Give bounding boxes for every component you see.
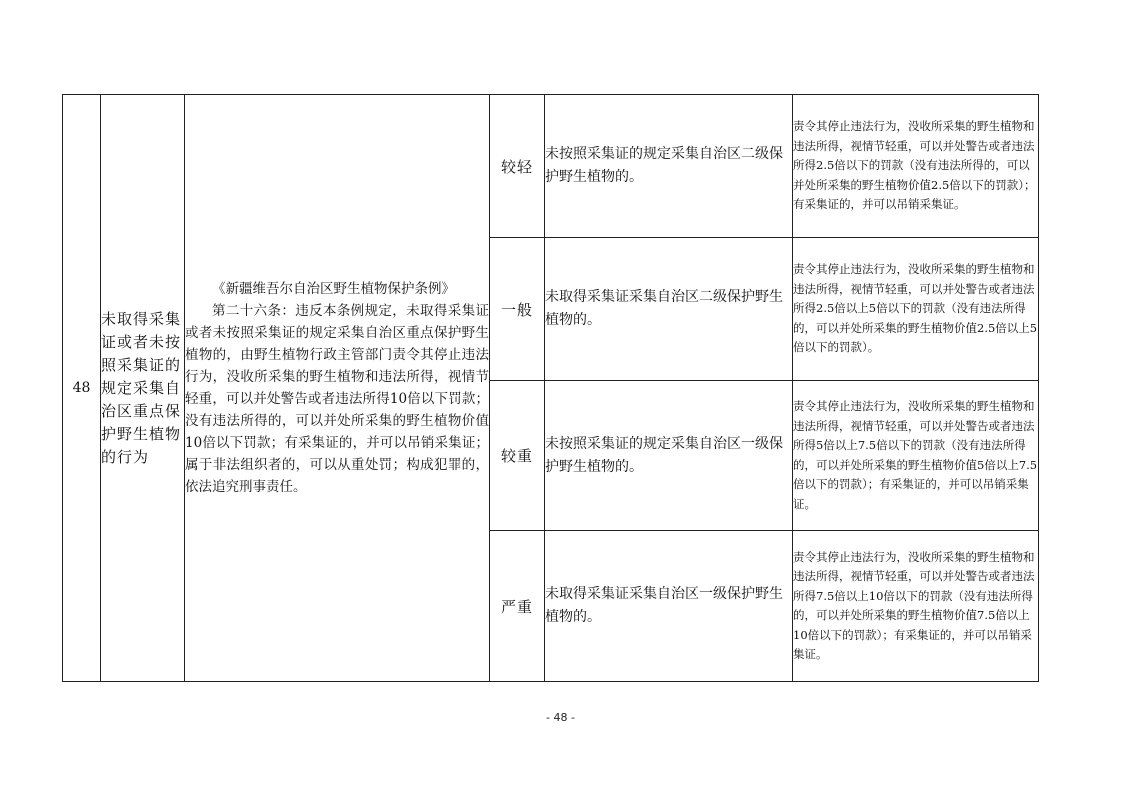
severity-level-cell: 一般 bbox=[490, 238, 545, 381]
penalty-standard-table bbox=[62, 94, 1039, 682]
table-row bbox=[63, 95, 1039, 238]
severity-level-cell: 较重 bbox=[490, 381, 545, 531]
circumstance-cell: 未按照采集证的规定采集自治区一级保护野生植物的。 bbox=[545, 381, 793, 531]
circumstance-cell: 未按照采集证的规定采集自治区二级保护野生植物的。 bbox=[545, 95, 793, 238]
violation-act-cell: 未取得采集证或者未按照采集证的规定采集自治区重点保护野生植物的行为 bbox=[101, 95, 185, 682]
page-number: - 48 - bbox=[546, 711, 575, 724]
severity-level-cell: 较轻 bbox=[490, 95, 545, 238]
legal-basis-cell bbox=[185, 95, 490, 682]
penalty-cell: 责令其停止违法行为，没收所采集的野生植物和违法所得，视情节轻重，可以并处警告或者违法所得5倍以上7.5倍以下的罚款（没有违法所得的，可以并处所采集的野生植物价值5倍以上7.5倍以下的罚款）；有采集证的，并可以吊销采集证。 bbox=[793, 381, 1039, 531]
penalty-cell: 责令其停止违法行为，没收所采集的野生植物和违法所得，视情节轻重，可以并处警告或者违法所得7.5倍以上10倍以下的罚款（没有违法所得的，可以并处所采集的野生植物价值7.5倍以上10倍以下的罚款）；有采集证的，并可以吊销采集证。 bbox=[793, 531, 1039, 682]
circumstance-cell: 未取得采集证采集自治区一级保护野生植物的。 bbox=[545, 531, 793, 682]
circumstance-cell: 未取得采集证采集自治区二级保护野生植物的。 bbox=[545, 238, 793, 381]
row-number-cell: 48 bbox=[63, 95, 101, 682]
penalty-cell: 责令其停止违法行为，没收所采集的野生植物和违法所得，视情节轻重，可以并处警告或者违法所得2.5倍以上5倍以下的罚款（没有违法所得的，可以并处所采集的野生植物价值2.5倍以上5倍以下的罚款）。 bbox=[793, 238, 1039, 381]
legal-basis-article: 第二十六条：违反本条例规定，未取得采集证或者未按照采集证的规定采集自治区重点保护野生植物的，由野生植物行政主管部门责令其停止违法行为，没收所采集的野生植物和违法所得，视情节轻重，可以并处警告或者违法所得10倍以下罚款；没有违法所得的，可以并处所采集的野生植物价值10倍以下罚款；有采集证的，并可以吊销采集证；属于非法组织者的，可以从重处罚；构成犯罪的，依法追究刑事责任。 bbox=[185, 303, 489, 495]
penalty-cell: 责令其停止违法行为，没收所采集的野生植物和违法所得，视情节轻重，可以并处警告或者违法所得2.5倍以下的罚款（没有违法所得的，可以并处所采集的野生植物价值2.5倍以下的罚款）；有采集证的，并可以吊销采集证。 bbox=[793, 95, 1039, 238]
legal-basis-source: 《新疆维吾尔自治区野生植物保护条例》 bbox=[212, 281, 455, 297]
severity-level-cell: 严重 bbox=[490, 531, 545, 682]
